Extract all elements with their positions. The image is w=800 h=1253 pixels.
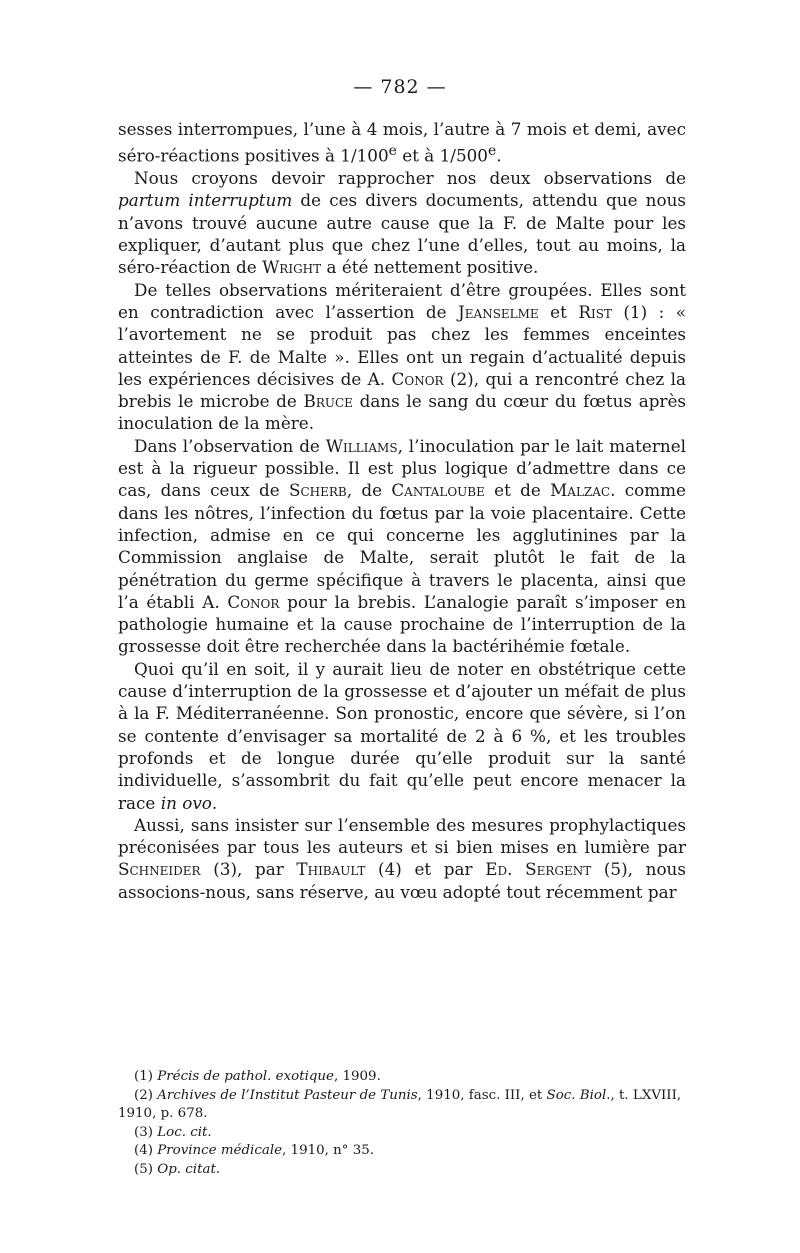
- footnote-1: [118, 1068, 686, 1087]
- author-name: Malzac: [550, 480, 611, 501]
- paragraph-1: [118, 118, 686, 167]
- footnote-number: (5): [134, 1161, 158, 1177]
- body-text: [118, 118, 686, 903]
- text-run: , de: [346, 480, 392, 501]
- text-run: a été nettement positive.: [321, 257, 539, 278]
- text-run: .: [211, 792, 218, 813]
- footnote-4: [118, 1142, 686, 1161]
- italic-term: in ovo: [160, 792, 212, 813]
- citation-details: , t. LXVIII, 1910, p. 678.: [118, 1087, 682, 1121]
- footnote-5: [118, 1161, 686, 1180]
- text-run: sesses interrompues, l’une à 4 mois, l’autre à 7 mois et demi, avec séro-réactions positives à 1/100: [118, 119, 686, 166]
- text-run: et à 1/500: [396, 145, 488, 166]
- paragraph-5: [118, 658, 686, 814]
- text-run: Quoi qu’il en soit, il y aurait lieu de noter en obstétrique cette cause d’interruption de la grossesse et d’ajouter un méfait de plus à la F. Méditerranéenne. Son pronostic, encore que sévère, si l’on se contente d’envisager sa mortalité de 2 à 6 %, et les troubles profonds et de longue durée qu’elle produit sur la santé individuelle, s’assombrit du fait qu’elle peut encore menacer la race: [118, 658, 686, 813]
- text-run: Aussi, sans insister sur l’ensemble des mesures prophylactiques préconisées par tous les auteurs et si bien mises en lumière par: [118, 814, 686, 858]
- text-run: . comme dans les nôtres, l’infection du fœtus par la voie placentaire. Cette infection, admise en ce qui concerne les agglutinines par la Commission anglaise de Malte, serait plutôt le fait de la pénétration du germe spécifique à travers le placenta, ainsi que l’a établi A.: [118, 480, 686, 612]
- author-name: Rist: [578, 301, 612, 322]
- italic-term: partum interruptum: [118, 190, 293, 211]
- citation-title: Archives de l’Institut Pasteur de Tunis: [157, 1087, 418, 1103]
- author-name: Bruce: [303, 391, 353, 412]
- text-run: pour la brebis. L’analogie paraît s’imposer en pathologie humaine et la cause prochaine de l’interruption de la grossesse doit être recherchée dans la bactérihémie fœtale.: [118, 591, 686, 657]
- citation-details: , 1910, fasc. III, et: [417, 1087, 547, 1103]
- text-run: de ces divers documents, attendu que nous n’avons trouvé aucune autre cause que la F. de Malte pour les expliquer, d’autant plus que chez l’une d’elles, tout au moins, la séro-réaction de: [118, 190, 686, 278]
- text-run: (1) : « l’avortement ne se produit pas chez les femmes enceintes atteintes de F. de Malte ». Elles ont un regain d’actualité depuis les expériences décisives de A.: [118, 301, 686, 389]
- superscript: e: [487, 143, 497, 160]
- citation-title: Op. citat.: [157, 1161, 221, 1177]
- author-name: Thibault: [296, 859, 366, 880]
- author-name: Schneider: [118, 859, 201, 880]
- footnotes: [118, 1068, 686, 1179]
- text-run: Nous croyons devoir rapprocher nos deux observations de: [134, 168, 686, 189]
- superscript: e: [388, 143, 397, 160]
- footnote-number: (2): [134, 1087, 158, 1103]
- text-run: (4) et par: [365, 859, 486, 880]
- author-name: Williams: [325, 435, 398, 456]
- text-run: dans le sang du cœur du fœtus après inoculation de la mère.: [118, 391, 687, 434]
- page-number: — 782 —: [353, 76, 447, 98]
- footnote-number: (1): [134, 1069, 158, 1084]
- text-run: et de: [484, 480, 551, 501]
- author-name: Ed. Sergent: [485, 859, 592, 880]
- paragraph-3: [118, 279, 686, 435]
- author-name: Conor: [391, 368, 444, 389]
- author-name: Jeanselme: [458, 301, 539, 322]
- citation-details: , 1909.: [333, 1069, 381, 1084]
- citation-title: Province médicale: [157, 1143, 283, 1158]
- author-name: Scherb: [288, 480, 347, 501]
- footnote-2: [118, 1087, 686, 1124]
- footnote-3: [118, 1124, 686, 1143]
- paragraph-4: [118, 435, 686, 658]
- paragraph-6: [118, 814, 686, 903]
- citation-title: Loc. cit.: [157, 1124, 212, 1140]
- paragraph-2: [118, 167, 686, 278]
- text-run: .: [496, 145, 502, 166]
- footnote-number: (3): [134, 1124, 158, 1140]
- author-name: Wright: [262, 257, 322, 278]
- text-run: Dans l’observation de: [134, 435, 326, 456]
- citation-title: Précis de pathol. exotique: [157, 1069, 334, 1084]
- footnote-number: (4): [134, 1143, 158, 1158]
- author-name: Conor: [227, 591, 280, 612]
- text-run: et: [538, 301, 579, 322]
- text-run: (5), nous associons-nous, sans réserve, au vœu adopté tout récemment par: [118, 859, 686, 902]
- text-run: , l’inoculation par le lait maternel est à la rigueur possible. Il est plus logique d’admettre dans ce cas, dans ceux de: [118, 435, 686, 501]
- author-name: Cantaloube: [391, 480, 485, 501]
- citation-details: , 1910, n° 35.: [282, 1143, 375, 1158]
- citation-title: Soc. Biol.: [546, 1087, 611, 1103]
- text-run: De telles observations mériteraient d’être groupées. Elles sont en contradiction avec l’assertion de: [118, 279, 686, 322]
- text-run: (3), par: [200, 859, 297, 880]
- text-run: (2), qui a rencontré chez la brebis le microbe de: [118, 368, 686, 412]
